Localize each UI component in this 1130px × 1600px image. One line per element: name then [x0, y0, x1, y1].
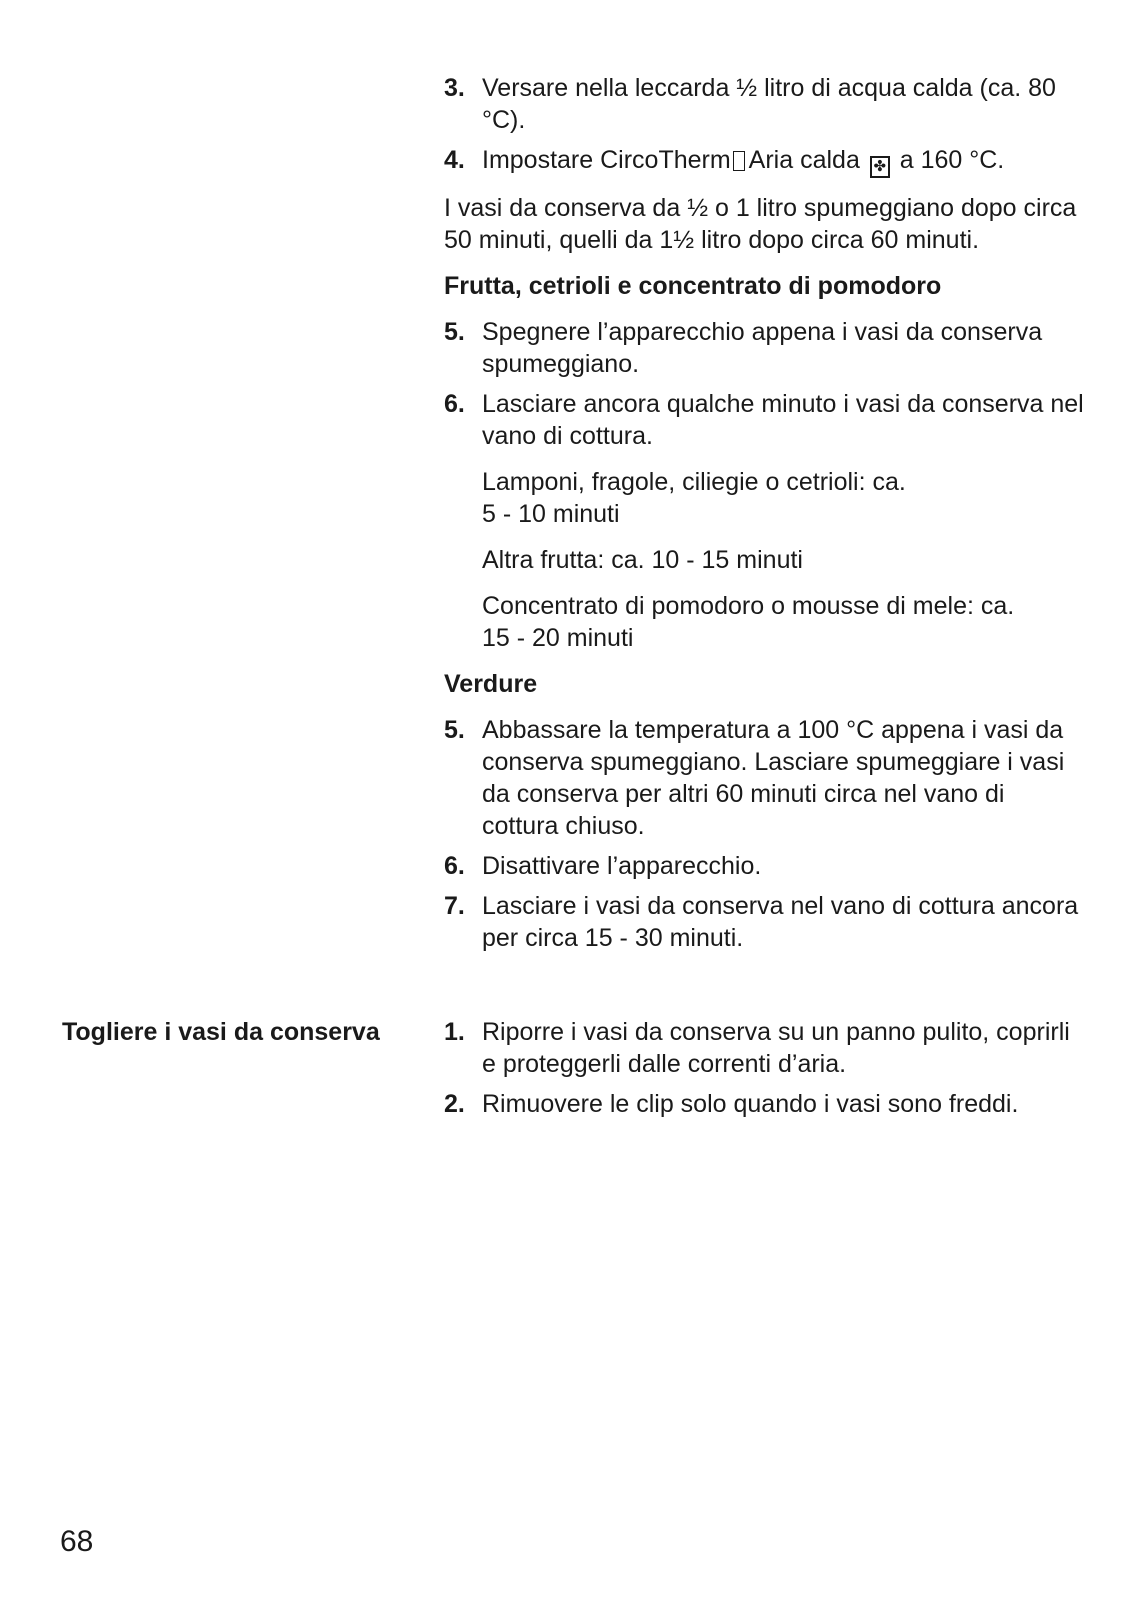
step-text: Versare nella leccarda ½ litro di acqua calda (ca. 80 °C).: [482, 74, 1056, 134]
fan-icon: ✤: [870, 156, 890, 178]
page-number: 68: [60, 1525, 94, 1558]
step-number: 5.: [444, 318, 465, 346]
remove-jars-section: [444, 1016, 1084, 1128]
step-text-before: Impostare CircoTherm: [482, 146, 731, 174]
step-text: Lasciare i vasi da conserva nel vano di cottura ancora per circa 15 - 30 minuti.: [482, 892, 1079, 952]
step-text-after: a 160 °C.: [899, 146, 1005, 174]
step-text: Rimuovere le clip solo quando i vasi sono freddi.: [482, 1090, 1019, 1118]
veg-step-7: [444, 890, 1084, 954]
step-3: [444, 72, 1084, 136]
fruit-note-tomato: Concentrato di pomodoro o mousse di mele: ca. 15 - 20 minuti: [482, 592, 1015, 652]
remove-step-1: [444, 1016, 1084, 1080]
remove-jars-heading: Togliere i vasi da conserva: [62, 1018, 380, 1046]
fruit-step-5: [444, 316, 1084, 380]
box-icon: [733, 151, 745, 171]
fruit-heading: Frutta, cetrioli e concentrato di pomodoro: [444, 272, 942, 300]
step-text: Riporre i vasi da conserva su un panno pulito, coprirli e proteggerli dalle correnti d’aria.: [482, 1018, 1070, 1078]
main-column: [444, 72, 1084, 962]
remove-step-2: [444, 1088, 1084, 1120]
step-text: Spegnere l’apparecchio appena i vasi da conserva spumeggiano.: [482, 318, 1043, 378]
fruit-note-berries: Lamponi, fragole, ciliegie o cetrioli: ca. 5 - 10 minuti: [482, 468, 906, 528]
veg-step-5: [444, 714, 1084, 842]
step-number: 7.: [444, 892, 465, 920]
step-text: Lasciare ancora qualche minuto i vasi da conserva nel vano di cottura.: [482, 390, 1084, 450]
fruit-step-6: [444, 388, 1084, 452]
step-text: [482, 144, 1084, 178]
step-number: 1.: [444, 1018, 465, 1046]
step-number: 6.: [444, 390, 465, 418]
fruit-note-other: Altra frutta: ca. 10 - 15 minuti: [482, 546, 803, 574]
step-number: 3.: [444, 74, 465, 102]
veg-step-6: [444, 850, 1084, 882]
vegetables-heading: Verdure: [444, 670, 538, 698]
step-text-mid: Aria calda: [748, 146, 860, 174]
step-text: Abbassare la temperatura a 100 °C appena i vasi da conserva spumeggiano. Lasciare spumeggiare i vasi da conserva per altri 60 minuti circa nel vano di cottura chiuso.: [482, 716, 1065, 840]
step-number: 6.: [444, 852, 465, 880]
step-4: [444, 144, 1084, 178]
step-text: Disattivare l’apparecchio.: [482, 852, 762, 880]
step-number: 5.: [444, 716, 465, 744]
intro-paragraph: I vasi da conserva da ½ o 1 litro spumeggiano dopo circa 50 minuti, quelli da 1½ litro dopo circa 60 minuti.: [444, 194, 1077, 254]
step-number: 2.: [444, 1090, 465, 1118]
step-number: 4.: [444, 146, 465, 174]
